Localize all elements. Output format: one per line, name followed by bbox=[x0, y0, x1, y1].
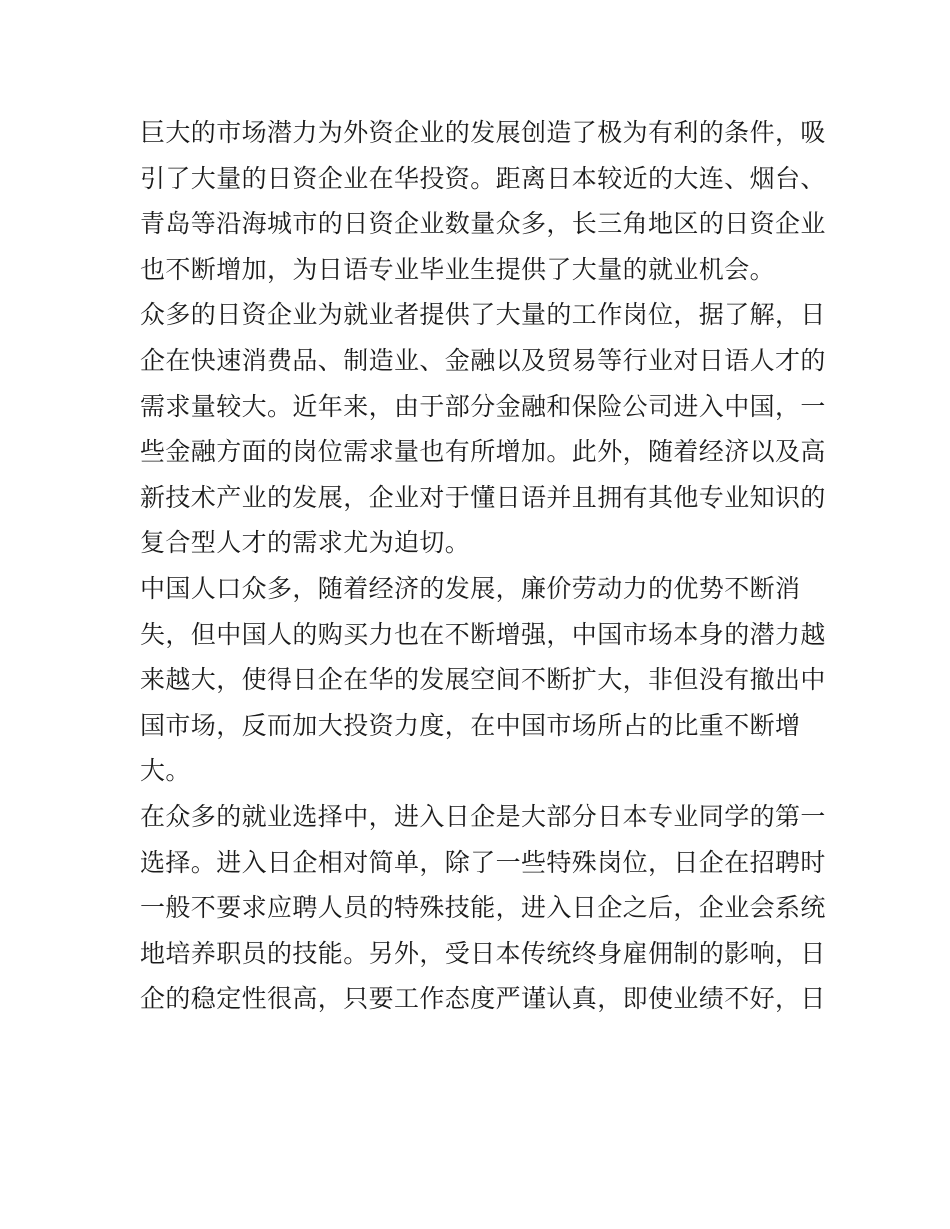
paragraph-2 bbox=[140, 292, 826, 566]
text-line: 地培养职员的技能。另外，受日本传统终身雇佣制的影响，日 bbox=[140, 938, 826, 968]
text-line: 失，但中国人的购买力也在不断增强，中国市场本身的潜力越 bbox=[140, 619, 826, 649]
text-line: 青岛等沿海城市的日资企业数量众多，长三角地区的日资企业 bbox=[140, 209, 826, 239]
text-line: 巨大的市场潜力为外资企业的发展创造了极为有利的条件，吸 bbox=[140, 118, 826, 147]
text-line: 企在快速消费品、制造业、金融以及贸易等行业对日语人才的 bbox=[140, 345, 826, 375]
text-line: 新技术产业的发展，企业对于懂日语并且拥有其他专业知识的 bbox=[140, 482, 826, 512]
paragraph-1 bbox=[140, 110, 826, 292]
text-line: 国市场，反而加大投资力度，在中国市场所占的比重不断增 bbox=[140, 710, 801, 740]
text-line: 大。 bbox=[140, 756, 191, 786]
text-line: 一般不要求应聘人员的特殊技能，进入日企之后，企业会系统 bbox=[140, 893, 826, 923]
text-line: 复合型人才的需求尤为迫切。 bbox=[140, 528, 471, 558]
text-line: 在众多的就业选择中，进入日企是大部分日本专业同学的第一 bbox=[140, 801, 826, 831]
text-line: 中国人口众多，随着经济的发展，廉价劳动力的优势不断消 bbox=[140, 573, 801, 603]
text-line: 也不断增加，为日语专业毕业生提供了大量的就业机会。 bbox=[140, 254, 776, 284]
text-line: 引了大量的日资企业在华投资。距离日本较近的大连、烟台、 bbox=[140, 163, 826, 193]
paragraph-4 bbox=[140, 794, 826, 1022]
text-line: 众多的日资企业为就业者提供了大量的工作岗位，据了解，日 bbox=[140, 300, 826, 330]
text-line: 需求量较大。近年来，由于部分金融和保险公司进入中国，一 bbox=[140, 391, 826, 421]
text-line: 来越大，使得日企在华的发展空间不断扩大，非但没有撤出中 bbox=[140, 665, 826, 695]
paragraph-3 bbox=[140, 566, 826, 794]
document-body bbox=[140, 110, 826, 1022]
text-line: 选择。进入日企相对简单，除了一些特殊岗位，日企在招聘时 bbox=[140, 847, 826, 877]
text-line: 企的稳定性很高，只要工作态度严谨认真，即使业绩不好，日 bbox=[140, 984, 826, 1014]
text-line: 些金融方面的岗位需求量也有所增加。此外，随着经济以及高 bbox=[140, 437, 826, 467]
